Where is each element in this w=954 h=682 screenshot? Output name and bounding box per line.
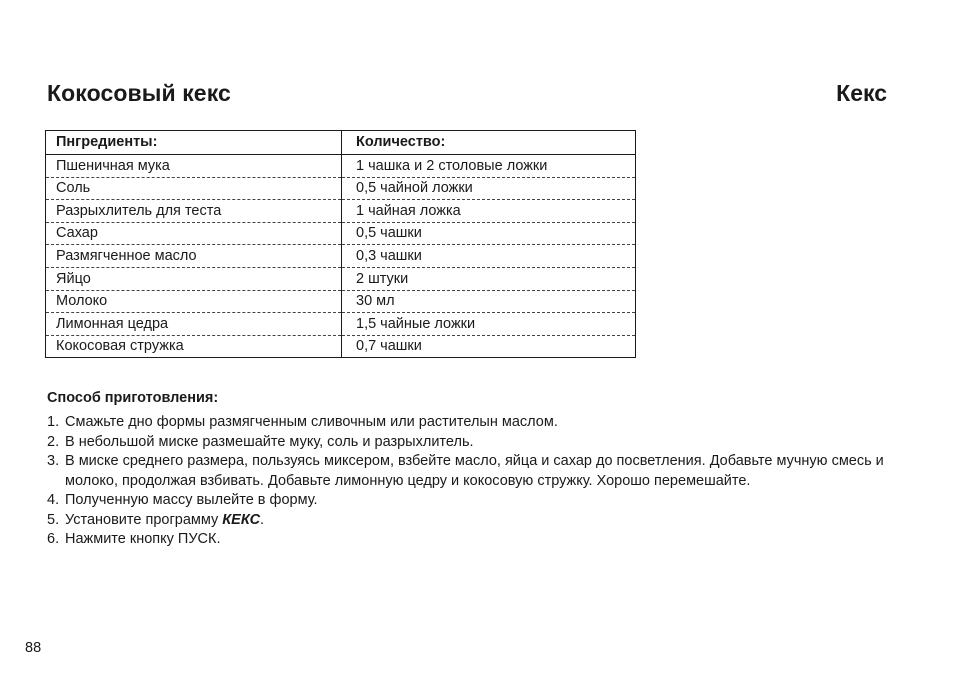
method-step xyxy=(47,433,897,453)
ingredient-name: Пшеничная мука xyxy=(46,155,342,178)
ingredient-name: Яйцо xyxy=(46,267,342,290)
header-quantity: Количество: xyxy=(342,131,636,155)
page-title: Кокосовый кекс xyxy=(47,80,231,106)
ingredient-quantity: 1,5 чайные ложки xyxy=(342,313,636,336)
step-number: 2. xyxy=(47,433,60,450)
table-header-row xyxy=(46,131,636,155)
table-row xyxy=(46,245,636,268)
ingredient-name: Сахар xyxy=(46,222,342,245)
ingredient-quantity: 0,7 чашки xyxy=(342,335,636,358)
step-text: Полученную массу вылейте в форму. xyxy=(65,492,318,508)
ingredient-quantity: 0,3 чашки xyxy=(342,245,636,268)
header-ingredients: Пнгредиенты: xyxy=(46,131,342,155)
page-number: 88 xyxy=(25,640,42,656)
table-row xyxy=(46,200,636,223)
method-heading: Способ приготовления: xyxy=(47,390,219,406)
ingredient-quantity: 1 чашка и 2 столовые ложки xyxy=(356,157,548,174)
step-number: 4. xyxy=(47,492,60,508)
method-step xyxy=(47,413,897,433)
ingredient-name: Разрыхлитель для теста xyxy=(46,200,342,223)
ingredient-name: Кокосовая стружка xyxy=(46,335,342,358)
ingredient-name: Молоко xyxy=(46,290,342,313)
step-number: 6. xyxy=(47,531,60,547)
ingredient-name: Соль xyxy=(46,177,342,200)
ingredient-quantity: 2 штуки xyxy=(342,267,636,290)
ingredients-table xyxy=(45,130,636,358)
table-row xyxy=(46,222,636,245)
method-steps xyxy=(47,413,897,550)
ingredient-quantity: 30 мл xyxy=(342,290,636,313)
table-row xyxy=(46,155,636,178)
step-text: Нажмите кнопку ПУСК. xyxy=(65,531,221,547)
method-step xyxy=(47,491,897,511)
ingredient-quantity: 0,5 чашки xyxy=(342,222,636,245)
ingredient-name: Размягченное масло xyxy=(46,245,342,268)
step-text: В небольшой миске размешайте муку, соль и разрыхлитель. xyxy=(65,433,474,450)
ingredient-name: Лимонная цедра xyxy=(46,313,342,336)
table-row xyxy=(46,267,636,290)
step-number: 1. xyxy=(47,414,60,430)
method-step xyxy=(47,530,897,550)
table-row xyxy=(46,290,636,313)
table-row xyxy=(46,313,636,336)
program-name: КЕКС xyxy=(222,511,261,528)
step-text: В миске среднего размера, пользуясь миксером, взбейте масло, яйца и сахар до посветления. Добавьте мучную смесь и молоко, продолжая взбивать. Добавьте лимонную цедру и кокосовую стружку. Хорошо перемешайте. xyxy=(65,453,884,489)
ingredient-quantity: 0,5 чайной ложки xyxy=(342,177,636,200)
step-number: 5. xyxy=(47,511,60,528)
table-row xyxy=(46,335,636,358)
step-text-after: . xyxy=(260,511,265,528)
method-step xyxy=(47,511,897,531)
step-text: Смажьте дно формы размягченным сливочным или растителын маслом. xyxy=(65,414,558,430)
step-text-before: Установите программу xyxy=(65,511,223,528)
method-step xyxy=(47,452,897,491)
step-number: 3. xyxy=(47,453,60,469)
section-title: Кекс xyxy=(836,80,887,106)
table-row xyxy=(46,177,636,200)
ingredient-quantity: 1 чайная ложка xyxy=(342,200,636,223)
